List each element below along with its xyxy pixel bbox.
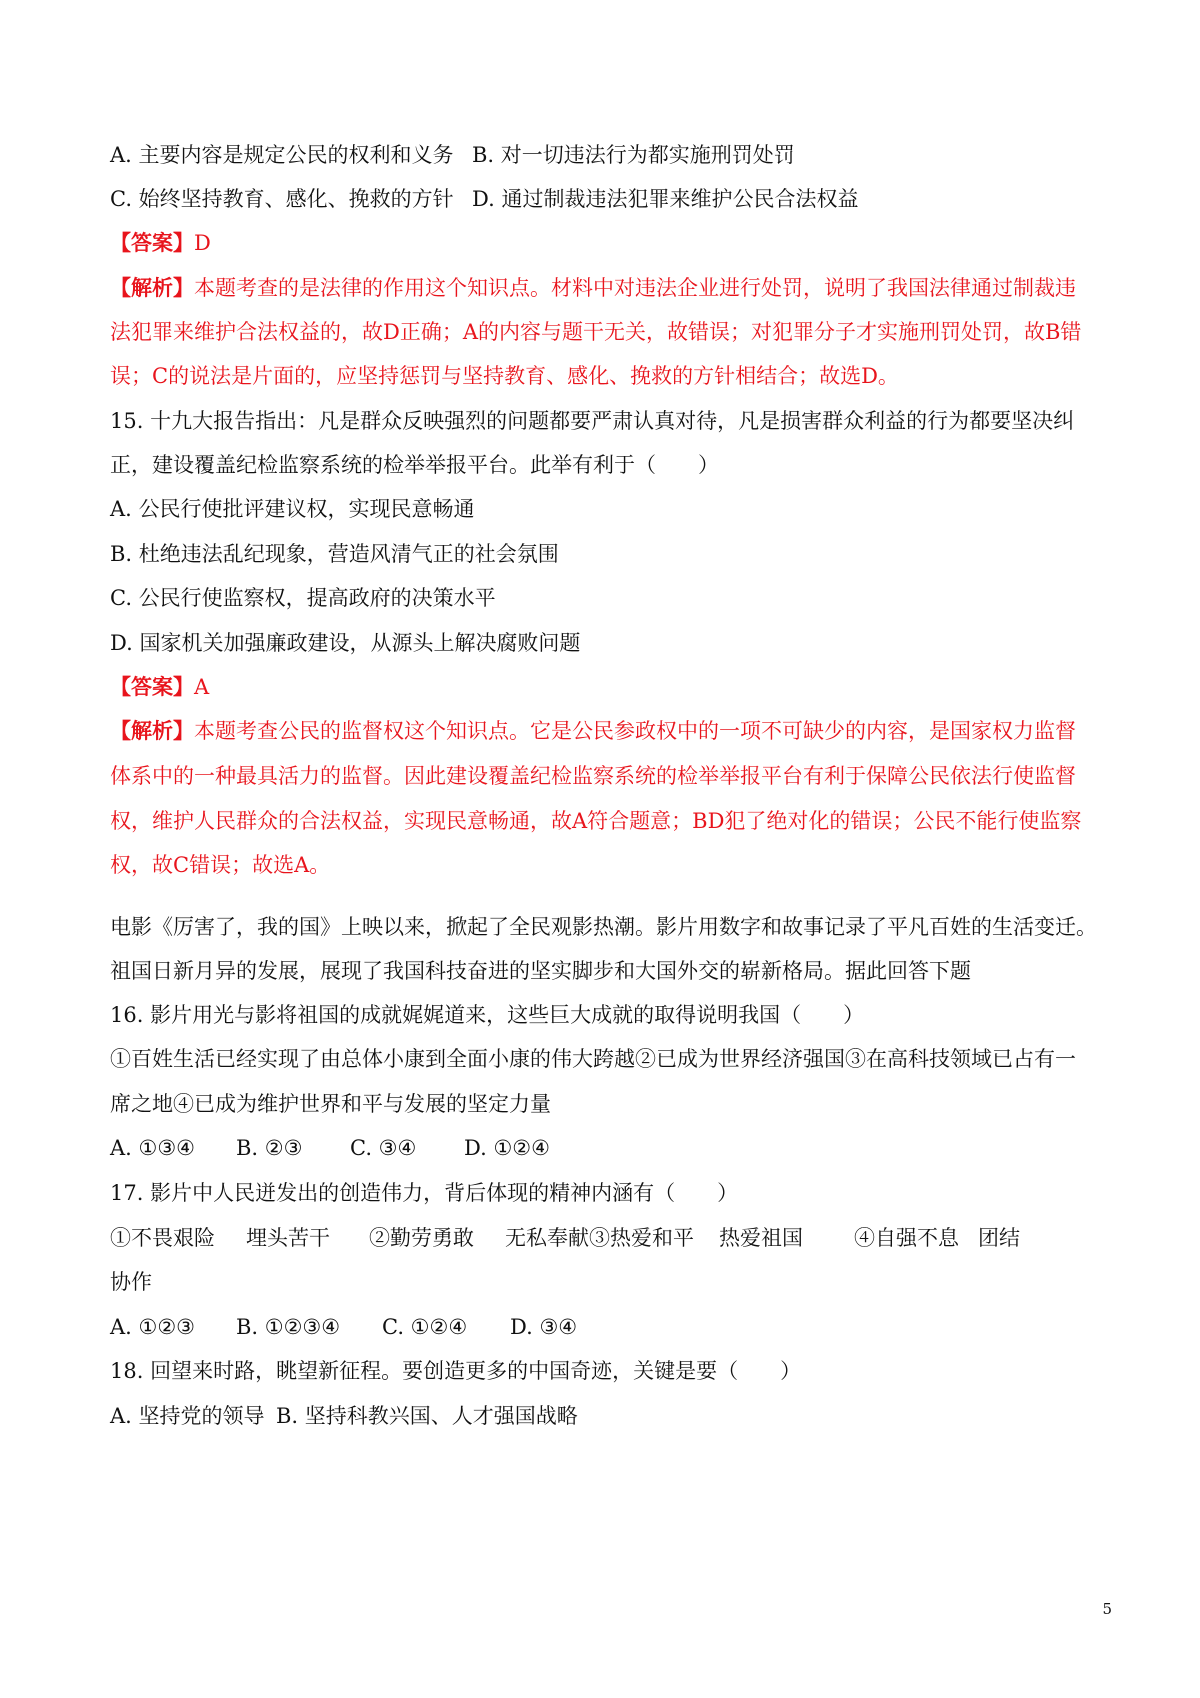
q17-item-7: 团结 xyxy=(978,1226,1020,1250)
q16-option-a: A. ①③④ xyxy=(110,1136,195,1160)
material-line-2: 祖国日新月异的发展，展现了我国科技奋进的坚实脚步和大国外交的崭新格局。据此回答下题 xyxy=(110,959,971,983)
q17-statement-cont: 协作 xyxy=(110,1270,152,1294)
q14-options-row-1 xyxy=(110,140,795,170)
q14-answer-value: D xyxy=(194,231,211,255)
q15-analysis-line-3: 权，维护人民群众的合法权益，实现民意畅通，故A符合题意；BD犯了绝对化的错误；公民不能行使监察 xyxy=(110,809,1082,833)
q15-stem-line-2: 正，建设覆盖纪检监察系统的检举举报平台。此举有利于（ ） xyxy=(110,453,719,477)
material-line-1: 电影《厉害了，我的国》上映以来，掀起了全民观影热潮。影片用数字和故事记录了平凡百姓的生活变迁。 xyxy=(110,915,1097,939)
q14-option-b: B. 对一切违法行为都实施刑罚处罚 xyxy=(472,143,795,167)
q17-statements xyxy=(110,1223,1020,1253)
q15-analysis-line-2: 体系中的一种最具活力的监督。因此建设覆盖纪检监察系统的检举举报平台有利于保障公民依法行使监督 xyxy=(110,764,1076,788)
q18-option-a: A. 坚持党的领导 xyxy=(110,1404,265,1428)
q15-option-a: A. 公民行使批评建议权，实现民意畅通 xyxy=(110,497,475,521)
page-number: 5 xyxy=(1102,1600,1112,1618)
q15-answer-tag: 【答案】 xyxy=(110,674,194,699)
q15-answer xyxy=(110,672,209,702)
q16-options xyxy=(110,1133,550,1163)
q17-option-d: D. ③④ xyxy=(510,1315,578,1339)
q16-statement-line-1: ①百姓生活已经实现了由总体小康到全面小康的伟大跨越②已成为世界经济强国③在高科技领域已占有一 xyxy=(110,1047,1076,1071)
q15-option-d: D. 国家机关加强廉政建设，从源头上解决腐败问题 xyxy=(110,631,581,655)
q15-stem-line-1: 15. 十九大报告指出：凡是群众反映强烈的问题都要严肃认真对待，凡是损害群众利益的行为都要坚决纠 xyxy=(110,409,1075,433)
q18-option-b: B. 坚持科教兴国、人才强国战略 xyxy=(276,1404,578,1428)
q15-option-c: C. 公民行使监察权，提高政府的决策水平 xyxy=(110,586,496,610)
q14-options-row-2 xyxy=(110,184,858,214)
q14-analysis-line-3: 误；C的说法是片面的，应坚持惩罚与坚持教育、感化、挽救的方针相结合；故选D。 xyxy=(110,364,899,388)
q14-option-d: D. 通过制裁违法犯罪来维护公民合法权益 xyxy=(472,187,859,211)
q17-item-1: ①不畏艰险 xyxy=(110,1226,215,1250)
q17-item-6: ④自强不息 xyxy=(854,1226,959,1250)
q17-option-a: A. ①②③ xyxy=(110,1315,195,1339)
q18-stem: 18. 回望来时路，眺望新征程。要创造更多的中国奇迹，关键是要（ ） xyxy=(110,1359,802,1383)
q16-option-d: D. ①②④ xyxy=(464,1136,550,1160)
q15-analysis-text-1: 本题考查公民的监督权这个知识点。它是公民参政权中的一项不可缺少的内容，是国家权力监督 xyxy=(194,719,1076,743)
q14-analysis-line-1 xyxy=(110,273,1076,303)
q17-option-b: B. ①②③④ xyxy=(236,1315,341,1339)
q18-options xyxy=(110,1401,578,1431)
q14-analysis-tag: 【解析】 xyxy=(110,275,194,300)
q17-stem: 17. 影片中人民迸发出的创造伟力，背后体现的精神内涵有（ ） xyxy=(110,1181,739,1205)
q14-option-c: C. 始终坚持教育、感化、挽救的方针 xyxy=(110,187,454,211)
q15-analysis-tag: 【解析】 xyxy=(110,718,194,743)
q14-analysis-line-2: 法犯罪来维护合法权益的，故D正确；A的内容与题干无关，故错误；对犯罪分子才实施刑罚处罚，故B错 xyxy=(110,320,1082,344)
q15-option-b: B. 杜绝违法乱纪现象，营造风清气正的社会氛围 xyxy=(110,542,559,566)
q16-statement-line-2: 席之地④已成为维护世界和平与发展的坚定力量 xyxy=(110,1092,551,1116)
q14-option-a: A. 主要内容是规定公民的权利和义务 xyxy=(110,143,454,167)
q17-item-2: 埋头苦干 xyxy=(246,1226,330,1250)
q15-analysis-line-4: 权，故C错误；故选A。 xyxy=(110,853,331,877)
q16-option-c: C. ③④ xyxy=(350,1136,417,1160)
q17-options xyxy=(110,1312,577,1342)
q17-item-4: 无私奉献③热爱和平 xyxy=(505,1226,694,1250)
q14-analysis-text-1: 本题考查的是法律的作用这个知识点。材料中对违法企业进行处罚，说明了我国法律通过制裁违 xyxy=(194,276,1076,300)
q16-option-b: B. ②③ xyxy=(236,1136,303,1160)
q14-answer-tag: 【答案】 xyxy=(110,230,194,255)
q15-analysis-line-1 xyxy=(110,716,1076,746)
q17-item-3: ②勤劳勇敢 xyxy=(369,1226,474,1250)
q16-stem: 16. 影片用光与影将祖国的成就娓娓道来，这些巨大成就的取得说明我国（ ） xyxy=(110,1003,865,1027)
q14-answer xyxy=(110,228,211,258)
q15-answer-value: A xyxy=(194,675,210,699)
q17-option-c: C. ①②④ xyxy=(382,1315,468,1339)
q17-item-5: 热爱祖国 xyxy=(719,1226,803,1250)
